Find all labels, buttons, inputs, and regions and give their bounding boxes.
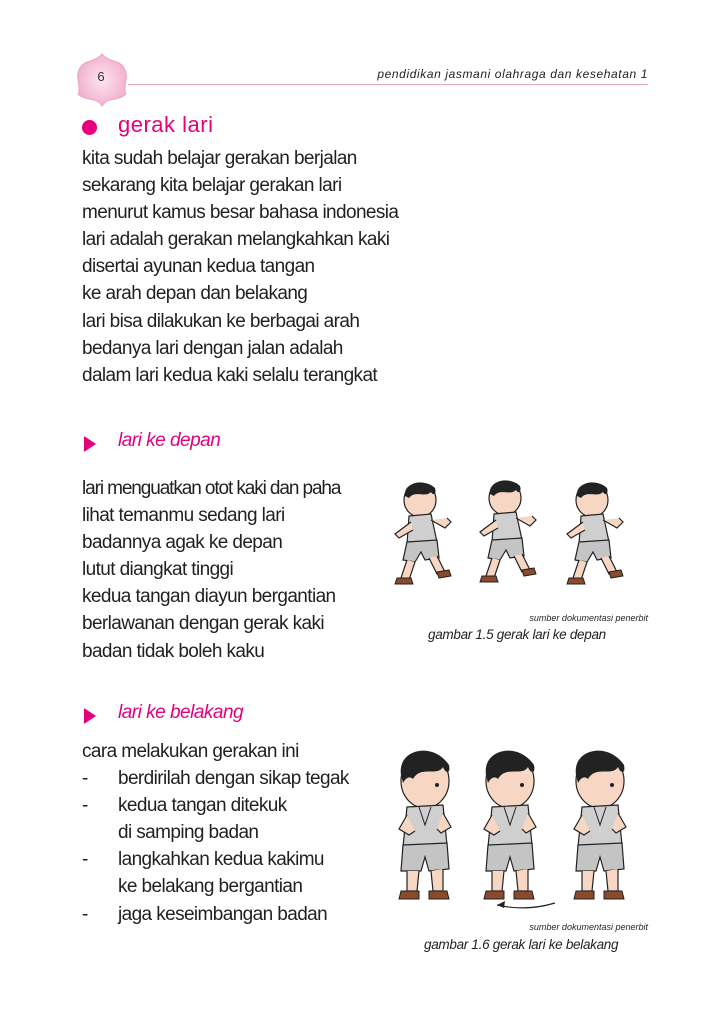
figure-caption: gambar 1.5 gerak lari ke depan xyxy=(428,627,606,642)
text-line: lari adalah gerakan melangkahkan kaki xyxy=(82,229,390,251)
forward-paragraph xyxy=(82,475,340,665)
bullet-dot-icon xyxy=(82,120,97,135)
steps-list xyxy=(82,765,349,925)
text-line: cara melakukan gerakan ini xyxy=(82,741,299,762)
list-dash: - xyxy=(82,768,88,790)
section-heading: gerak lari xyxy=(118,112,214,137)
figure-caption: gambar 1.6 gerak lari ke belakang xyxy=(424,937,619,952)
text-line: lutut diangkat tinggi xyxy=(82,559,234,581)
subheading-backward: lari ke belakang xyxy=(118,702,244,723)
list-item: - jaga keseimbangan badan xyxy=(82,901,299,928)
list-item: - langkahkan kedua kakimu xyxy=(82,846,299,873)
text-line: ke arah depan dan belakang xyxy=(82,283,308,305)
text-line: badannya agak ke depan xyxy=(82,532,283,554)
figure-running-forward xyxy=(385,478,650,598)
text-line: berlawanan dengan gerak kaki xyxy=(82,613,324,635)
list-item: - berdirilah dengan sikap tegak xyxy=(82,765,299,792)
motion-arrow-icon xyxy=(497,903,555,908)
text-line: badan tidak boleh kaku xyxy=(82,640,265,662)
text-line: bedanya lari dengan jalan adalah xyxy=(82,337,343,359)
text-line: kita sudah belajar gerakan berjalan xyxy=(82,148,357,169)
list-dash: - xyxy=(82,903,88,925)
triangle-bullet-icon xyxy=(84,436,96,452)
header-rule xyxy=(128,84,648,85)
text-line: kedua tangan diayun bergantian xyxy=(82,586,336,608)
page-number: 6 xyxy=(97,69,105,84)
text-line: dalam lari kedua kaki selalu terangkat xyxy=(82,364,378,386)
running-title: pendidikan jasmani olahraga dan kesehatan 1 xyxy=(377,67,648,81)
text-line: sekarang kita belajar gerakan lari xyxy=(82,175,342,197)
text-line: menurut kamus besar bahasa indonesia xyxy=(82,202,399,224)
backward-running-child-illustration xyxy=(399,751,451,899)
text-line: disertai ayunan kedua tangan xyxy=(82,256,315,278)
list-item-continuation: di samping badan xyxy=(118,822,259,844)
list-item-continuation: ke belakang bergantian xyxy=(118,876,303,898)
list-item: - kedua tangan ditekuk xyxy=(82,792,299,819)
backward-paragraph xyxy=(82,738,349,925)
running-child-illustration xyxy=(395,482,451,584)
list-dash: - xyxy=(82,849,88,871)
intro-paragraph xyxy=(82,145,398,389)
subheading-forward: lari ke depan xyxy=(118,430,221,451)
text-line: lari bisa dilakukan ke berbagai arah xyxy=(82,310,360,332)
text-line: lari menguatkan otot kaki dan paha xyxy=(82,478,341,499)
text-line: lihat temanmu sedang lari xyxy=(82,505,285,527)
figure-running-backward xyxy=(385,745,650,910)
list-dash: - xyxy=(82,795,88,817)
triangle-bullet-icon xyxy=(84,708,96,724)
figure-source: sumber dokumentasi penerbit xyxy=(529,922,648,932)
figure-source: sumber dokumentasi penerbit xyxy=(529,613,648,623)
